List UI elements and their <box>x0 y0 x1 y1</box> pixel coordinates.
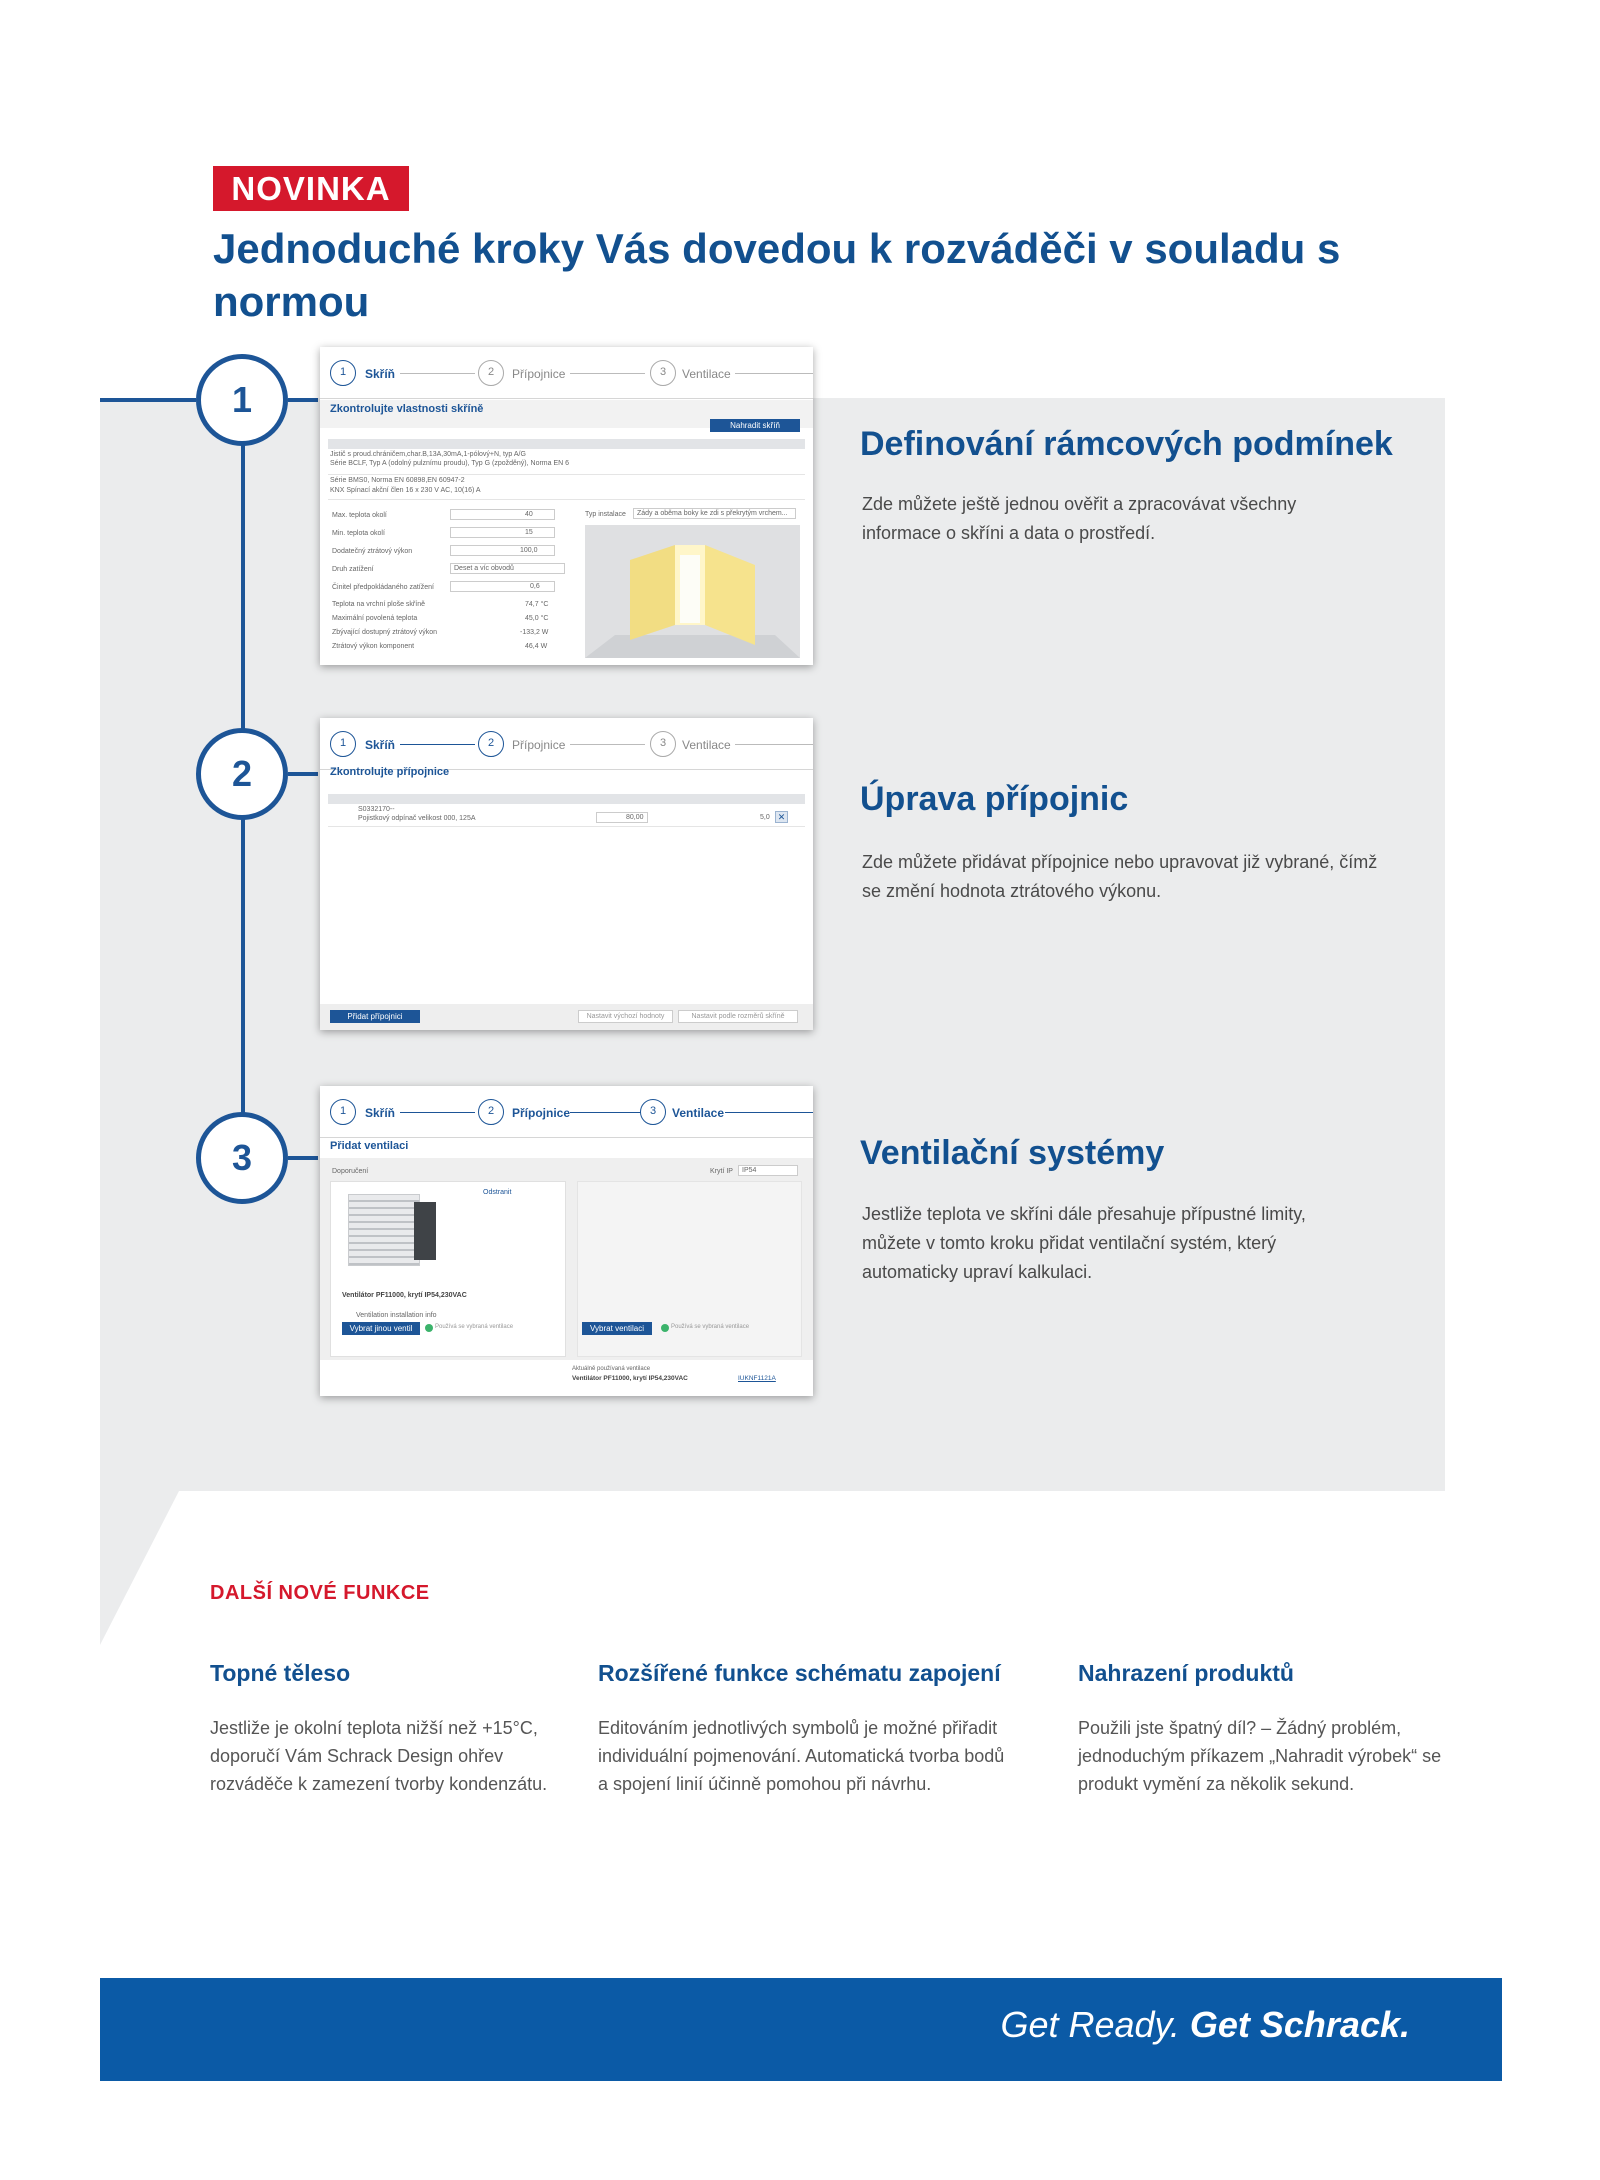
field-value: 100,0 <box>520 547 538 554</box>
wizard-step-3-icon[interactable]: 3 <box>650 731 676 757</box>
wizard-bar <box>320 718 813 770</box>
row-divider <box>328 474 805 475</box>
wizard-step-2-label[interactable]: Přípojnice <box>512 367 566 381</box>
busbar-code: S0332170-- <box>358 806 395 813</box>
shot-title: Zkontrolujte přípojnice <box>330 766 450 778</box>
shot-title: Zkontrolujte vlastnosti skříně <box>330 403 484 415</box>
field-label: Dodatečný ztrátový výkon <box>332 548 413 555</box>
page-title: Jednoduché kroky Vás dovedou k rozváděči v souladu s normou <box>213 225 1341 325</box>
feature-1-description: Jestliže je okolní teplota nižší než +15°C, doporučí Vám Schrack Design ohřev rozváděče k zamezení tvorby kondenzátu. <box>210 1718 548 1794</box>
field-label: Min. teplota okolí <box>332 530 385 537</box>
wizard-step-1-icon[interactable]: 1 <box>330 1099 356 1125</box>
wizard-bar <box>320 1086 813 1138</box>
field-value: Deset a víc obvodů <box>454 565 514 572</box>
wizard-line <box>400 373 475 374</box>
step-3-description: Jestliže teplota ve skříni dále přesahuje přípustné limity, můžete v tomto kroku přidat ventilační systém, který automaticky upraví kalkulaci. <box>862 1204 1306 1282</box>
row-divider <box>328 826 805 827</box>
field-value: 46,4 W <box>525 643 548 650</box>
fan-product-name: Ventilátor PF11000, krytí IP54,230VAC <box>342 1292 467 1299</box>
table-row: Jistič s proud.chráničem,char.B,13A,30mA,1-pólový+N, typ A/G <box>330 451 526 458</box>
timeline-tick-3 <box>288 1156 318 1160</box>
field-label: Druh zatížení <box>332 566 374 573</box>
wizard-step-3-label[interactable]: Ventilace <box>682 367 731 381</box>
recommendation-label: Doporučení <box>332 1168 369 1175</box>
feature-1-title: Topné těleso <box>210 1660 351 1686</box>
wizard-step-1-icon[interactable]: 1 <box>330 360 356 386</box>
feature-3-description: Použili jste špatný díl? – Žádný problém, jednoduchým příkazem „Nahradit výrobek“ se produkt vymění za několik sekund. <box>1078 1718 1442 1794</box>
screenshot-cabinet <box>320 347 813 665</box>
field-label: Ztrátový výkon komponent <box>332 643 415 650</box>
step-number-1: 1 <box>196 354 288 446</box>
add-busbar-button[interactable]: Přidat přípojnici <box>330 1010 420 1023</box>
used-ventilation-note: Používá se vybraná ventilace <box>671 1324 750 1330</box>
wizard-step-2-icon[interactable]: 2 <box>478 360 504 386</box>
wizard-step-1-label[interactable]: Skříň <box>365 367 396 381</box>
table-header <box>328 794 805 804</box>
wizard-line <box>400 1112 475 1113</box>
step-2-title: Úprava přípojnic <box>860 780 1129 818</box>
novinka-badge: NOVINKA <box>213 166 409 211</box>
current-ventilation-code[interactable]: IUKNF1121A <box>738 1375 776 1382</box>
choose-other-fan-button[interactable]: Vybrat jinou ventil <box>342 1322 420 1335</box>
cabinet-3d-view <box>585 525 800 658</box>
check-icon <box>425 1324 433 1332</box>
remove-link[interactable]: Odstranit <box>483 1189 512 1196</box>
field-value: 0,6 <box>530 583 540 590</box>
step-number-3: 3 <box>196 1112 288 1204</box>
busbar-length: 80,00 <box>626 814 644 821</box>
wizard-step-1-icon[interactable]: 1 <box>330 731 356 757</box>
slogan-part-1: Get Ready. <box>1000 2004 1180 2045</box>
timeline-tick-2 <box>288 772 318 776</box>
wizard-step-3-icon[interactable]: 3 <box>640 1099 666 1125</box>
wizard-step-3-label[interactable]: Ventilace <box>672 1106 725 1120</box>
busbar-name: Pojistkový odpínač velikost 000, 125A <box>358 815 476 822</box>
feature-3-title: Nahrazení produktů <box>1078 1660 1294 1686</box>
fan-info[interactable]: Ventilation installation info <box>356 1312 437 1319</box>
wizard-step-3-label[interactable]: Ventilace <box>682 738 731 752</box>
field-value: -133,2 W <box>520 629 549 636</box>
wizard-line <box>735 744 813 745</box>
wizard-step-2-icon[interactable]: 2 <box>478 1099 504 1125</box>
wizard-bar <box>320 347 813 399</box>
step-1-title: Definování rámcových podmínek <box>860 425 1393 463</box>
shot-title: Přidat ventilaci <box>330 1140 409 1152</box>
wizard-line <box>570 373 645 374</box>
check-icon <box>661 1324 669 1332</box>
table-row: KNX Spínací akční člen 16 x 230 V AC, 10(16) A <box>330 487 481 494</box>
row-divider <box>328 499 805 500</box>
wizard-step-2-label[interactable]: Přípojnice <box>512 1106 571 1120</box>
remove-busbar-icon[interactable]: ✕ <box>775 811 788 823</box>
field-label: Teplota na vrchní ploše skříně <box>332 601 425 608</box>
step-2-description: Zde můžete přidávat přípojnice nebo upravovat již vybrané, čímž se změní hodnota ztrátového výkonu. <box>862 852 1378 901</box>
install-type-label: Typ instalace <box>585 511 626 518</box>
cabinet-size-button[interactable]: Nastavit podle rozměrů skříně <box>678 1010 798 1023</box>
select-ventilation-button[interactable]: Vybrat ventilaci <box>582 1322 652 1335</box>
used-ventilation-note: Používá se vybraná ventilace <box>435 1324 514 1330</box>
field-label: Zbývající dostupný ztrátový výkon <box>332 629 438 636</box>
field-value: 74,7 °C <box>525 601 549 608</box>
wizard-line <box>570 1112 645 1113</box>
field-value: 40 <box>525 511 533 518</box>
screenshot-busbars <box>320 718 813 1030</box>
current-ventilation-label: Aktuálně používaná ventilace <box>572 1366 651 1372</box>
fan-body-image <box>414 1202 436 1260</box>
wizard-step-3-icon[interactable]: 3 <box>650 360 676 386</box>
min-temp-input[interactable] <box>450 527 555 538</box>
field-value: 15 <box>525 529 533 536</box>
ip-value: IP54 <box>742 1167 757 1174</box>
cabinet-3d-image <box>585 525 800 658</box>
step-3-title: Ventilační systémy <box>860 1134 1165 1172</box>
slogan <box>1000 2000 1410 2050</box>
wizard-step-2-icon[interactable]: 2 <box>478 731 504 757</box>
field-label: Maximální povolená teplota <box>332 615 418 622</box>
slogan-part-2: Get Schrack. <box>1189 2004 1410 2045</box>
max-temp-input[interactable] <box>450 509 555 520</box>
field-label: Max. teplota okolí <box>332 512 387 519</box>
wizard-line <box>735 373 813 374</box>
extra-loss-input[interactable] <box>450 545 555 556</box>
busbar-loss: 5,0 <box>760 814 770 821</box>
step-1-description: Zde můžete ještě jednou ověřit a zpracovávat všechny informace o skříni a data o prostředí. <box>862 494 1297 543</box>
fan-image <box>348 1194 420 1266</box>
wizard-step-1-label[interactable]: Skříň <box>365 738 396 752</box>
more-features-heading: DALŠÍ NOVÉ FUNKCE <box>210 1582 430 1604</box>
feature-2-title: Rozšířené funkce schématu zapojení <box>598 1660 1001 1686</box>
feature-2-description: Editováním jednotlivých symbolů je možné přiřadit individuální pojmenování. Automatická tvorba bodů a spojení linií účinně pomohou při návrhu. <box>598 1718 1005 1794</box>
wizard-line <box>400 744 475 745</box>
table-row: Série BCLF, Typ A (odolný pulznímu proudu), Typ G (zpožděný), Norma EN 6 <box>330 460 570 467</box>
table-row: Série BMS0, Norma EN 60898,EN 60947-2 <box>330 477 465 484</box>
wizard-line <box>725 1112 813 1113</box>
step-number-2: 2 <box>196 728 288 820</box>
current-ventilation-name: Ventilátor PF11000, krytí IP54,230VAC <box>572 1375 688 1382</box>
default-values-button[interactable]: Nastavit výchozí hodnoty <box>578 1010 673 1023</box>
timeline-tick-1 <box>288 398 318 402</box>
replace-cabinet-button[interactable]: Nahradit skříň <box>710 419 800 432</box>
ip-label: Krytí IP <box>710 1168 733 1175</box>
field-value: 45,0 °C <box>525 615 549 622</box>
wizard-line <box>570 744 645 745</box>
wizard-step-1-label[interactable]: Skříň <box>365 1106 396 1120</box>
field-label: Činitel předpokládaného zatížení <box>332 584 434 591</box>
screenshot-ventilation <box>320 1086 813 1396</box>
install-type-value: Zády a oběma boky ke zdi s překrytým vrchem... <box>637 510 788 517</box>
timeline-connector-left <box>100 398 196 402</box>
table-header <box>328 439 805 449</box>
wizard-step-2-label[interactable]: Přípojnice <box>512 738 566 752</box>
